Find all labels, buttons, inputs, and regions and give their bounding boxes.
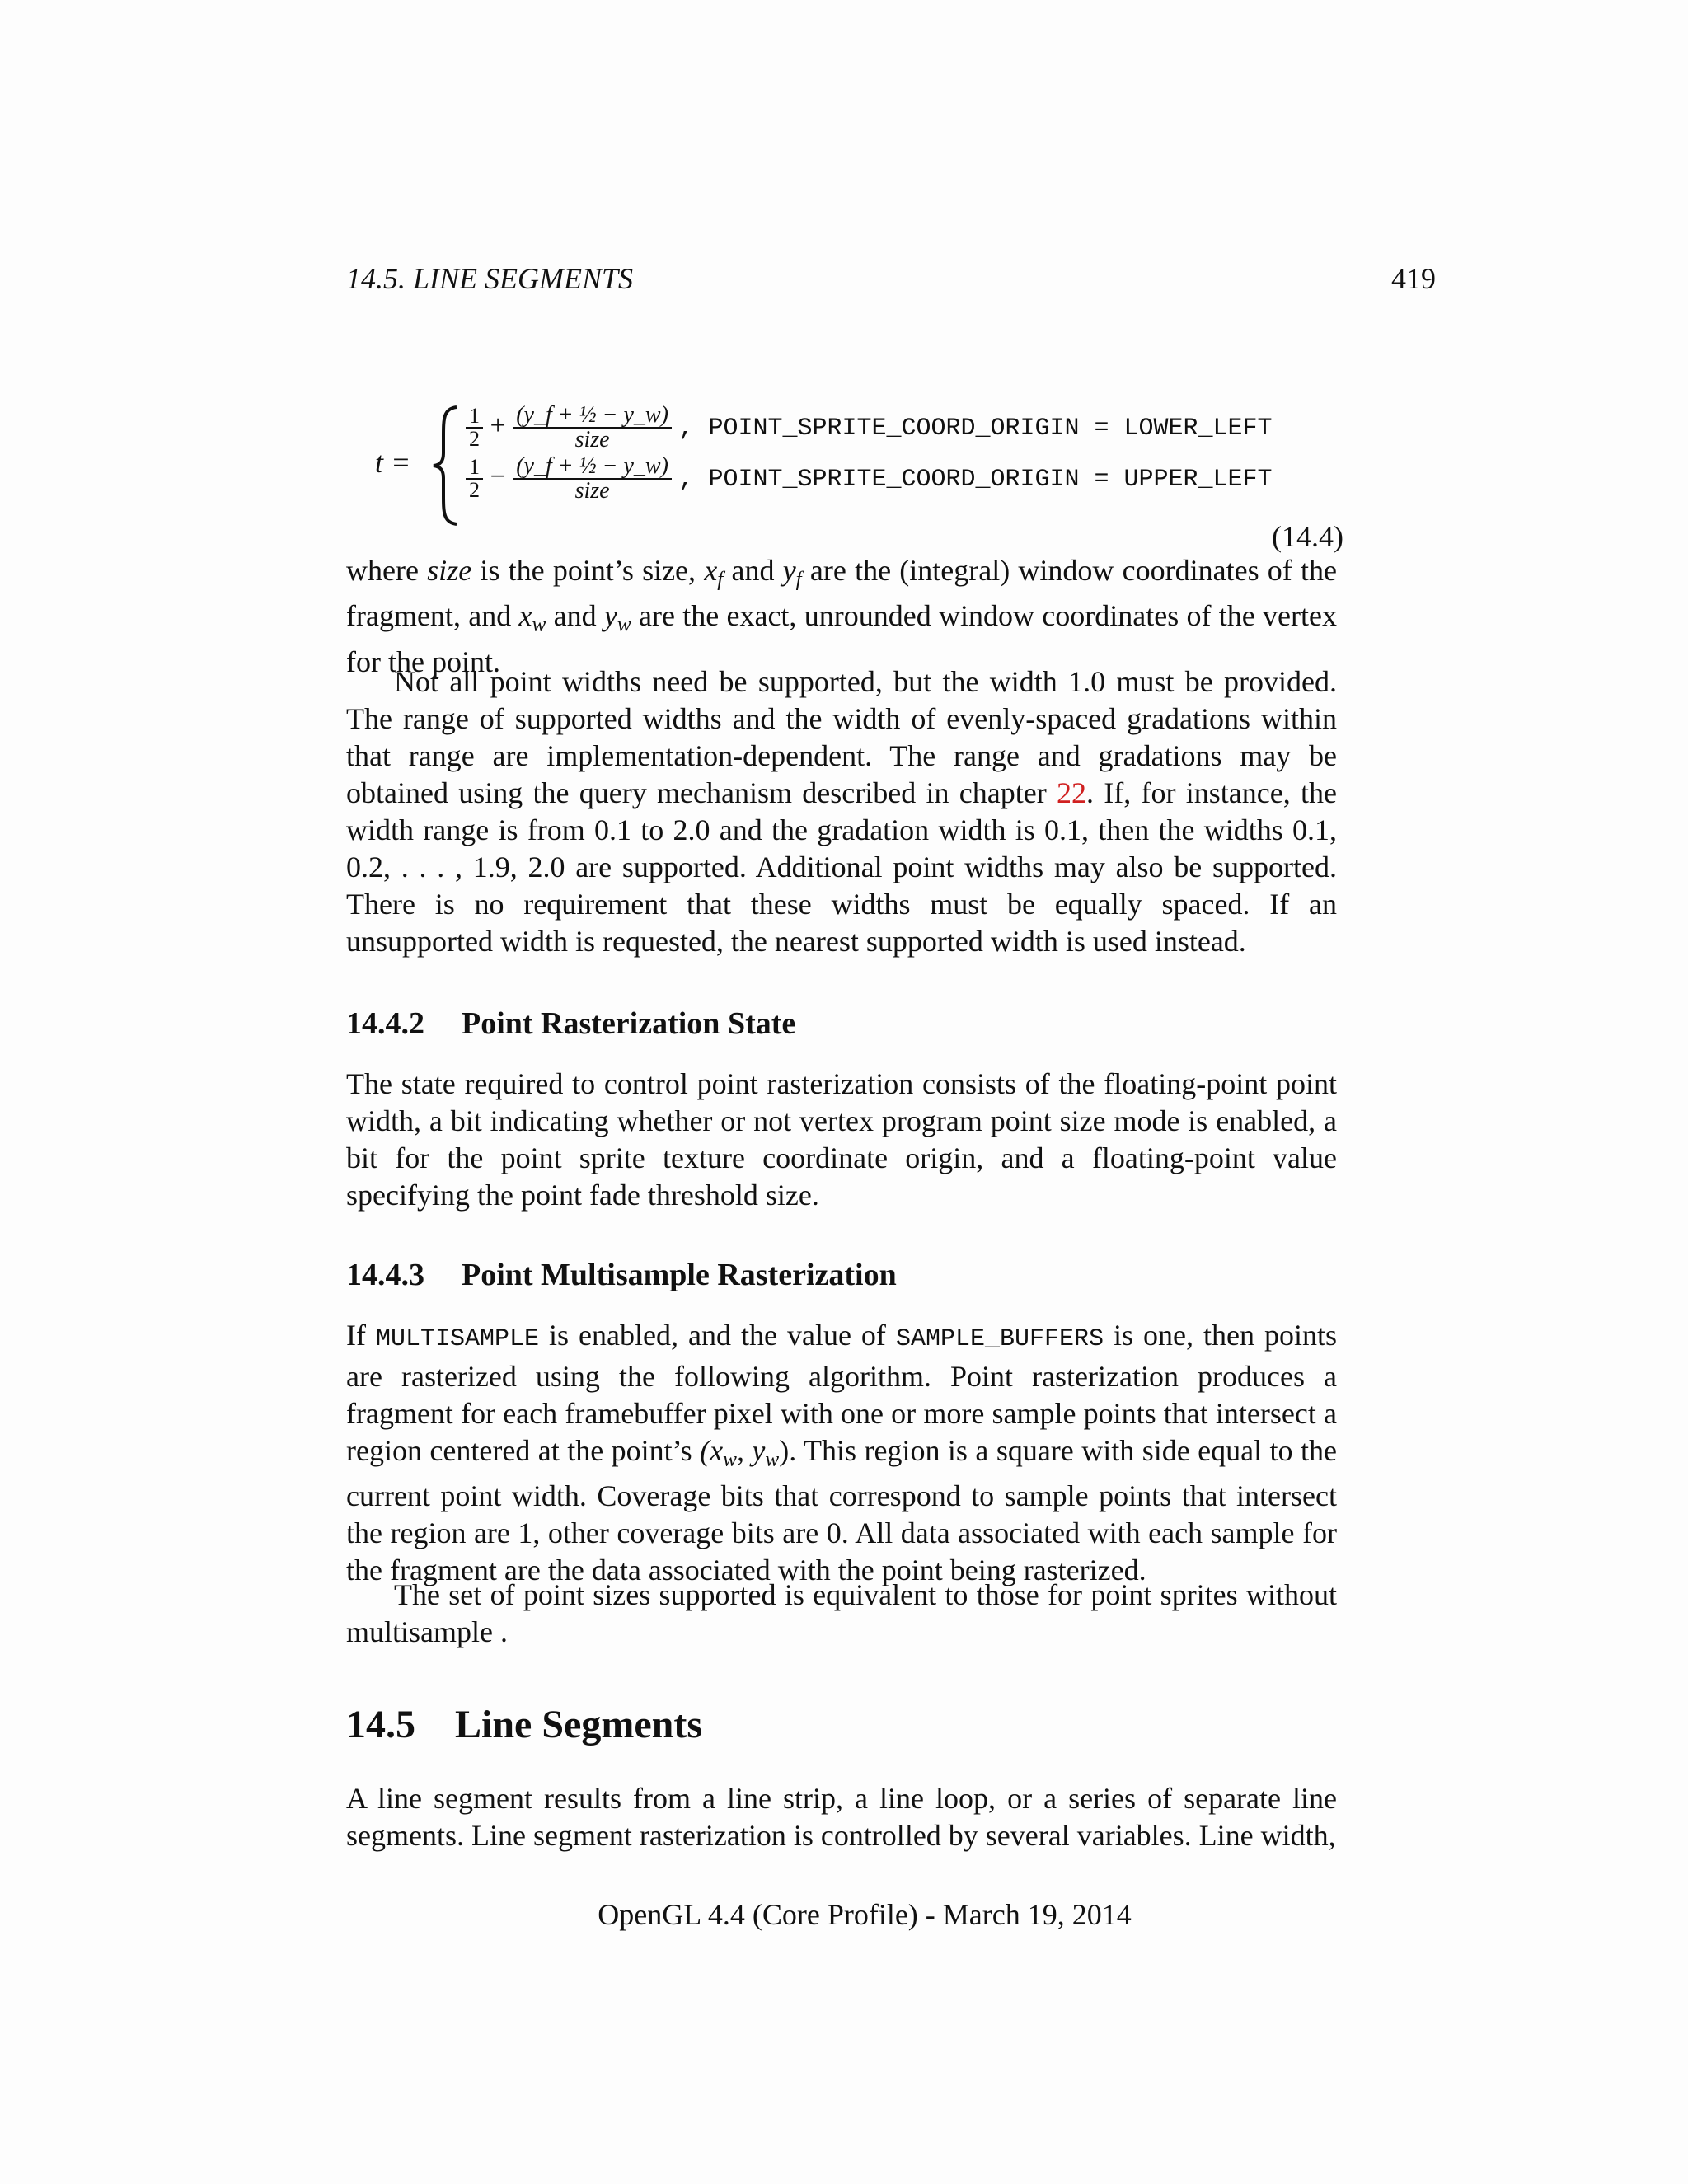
equation-number: (14.4): [1272, 520, 1343, 553]
page-number: 419: [1391, 262, 1436, 295]
minus-sign: −: [490, 461, 506, 492]
paragraph-size-definition: where size is the point’s size, $x_f$ and $y_f$ are the (integral) window coordinates of the fragment, and $x_w$ and $y_w$ are the exact, unrounded window coordinates of the vertex for the point.: [346, 554, 1338, 678]
section-heading-14-4-3: 14.4.3 Point Multisample Rasterization: [346, 1258, 897, 1292]
equation-row-upper-left: [466, 455, 1273, 504]
half-fraction: $\frac{1}{2}$: [466, 457, 483, 501]
paragraph-multisample: If MULTISAMPLE is enabled, and the value of SAMPLE_BUFFERS is one, then points are rasterized using the following algorithm. Point rasterization produces a fragment for each framebuffer pixel with one or more sample points that intersect a region centered at the point’s ($x_w$, $y_w$). This region is a square with side equal to the current point width. Coverage bits that correspond to sample points that intersect the region are 1, other coverage bits are 0. All data associated with each sample for the fragment are the data associated with the point being rasterized.: [346, 1319, 1338, 1587]
condition-lower-left: , POINT_SPRITE_COORD_ORIGIN = LOWER_LEFT: [678, 414, 1273, 443]
left-brace-icon: [429, 404, 462, 527]
chapter-link[interactable]: 22: [1056, 776, 1086, 809]
equation-row-lower-left: [466, 404, 1273, 453]
equation-14-4: [346, 402, 1343, 553]
page-footer: OpenGL 4.4 (Core Profile) - March 19, 2014: [598, 1898, 1132, 1931]
condition-upper-left: , POINT_SPRITE_COORD_ORIGIN = UPPER_LEFT: [678, 465, 1273, 494]
section-heading-14-5: 14.5 Line Segments: [346, 1703, 702, 1746]
paragraph-rasterization-state: The state required to control point rasterization consists of the floating-point point width, a bit indicating whether or not vertex program point size mode is enabled, a bit for the point sprite texture coordinate origin, and a floating-point value specifying the point fade threshold size.: [346, 1067, 1337, 1212]
equation-lhs: t =: [375, 446, 411, 479]
paragraph-point-sizes: The set of point sizes supported is equivalent to those for point sprites without multisample .: [346, 1578, 1337, 1648]
section-heading-14-4-2: 14.4.2 Point Rasterization State: [346, 1006, 796, 1041]
half-fraction: $\frac{1}{2}$: [466, 405, 483, 450]
paragraph-point-widths: Not all point widths need be supported, but the width 1.0 must be provided. The range of supported widths and the width of evenly-spaced gradations within that range are implementation-dependent. The range and gradations may be obtained using the query mechanism described in chapter 22. If, for instance, the width range is from 0.1 to 2.0 and the gradation width is 0.1, then the widths 0.1, 0.2, . . . , 1.9, 2.0 are supported. Additional point widths may also be supported. There is no requirement that these widths must be equally spaced. If an unsupported width is requested, the nearest supported width is used instead.: [346, 665, 1337, 958]
running-title: 14.5. LINE SEGMENTS: [346, 262, 634, 295]
offset-fraction: $\frac{\text{(y\_f + ½ − y\_w)}}{\text{size}}$: [513, 455, 672, 503]
plus-sign: +: [490, 410, 506, 441]
running-header: [346, 262, 1436, 295]
paragraph-line-segments: A line segment results from a line strip, a line loop, or a series of separate line segments. Line segment rasterization is controlled by several variables. Line width,: [346, 1782, 1337, 1852]
offset-fraction: $\frac{\text{(y\_f + ½ − y\_w)}}{\text{size}}$: [513, 404, 672, 452]
